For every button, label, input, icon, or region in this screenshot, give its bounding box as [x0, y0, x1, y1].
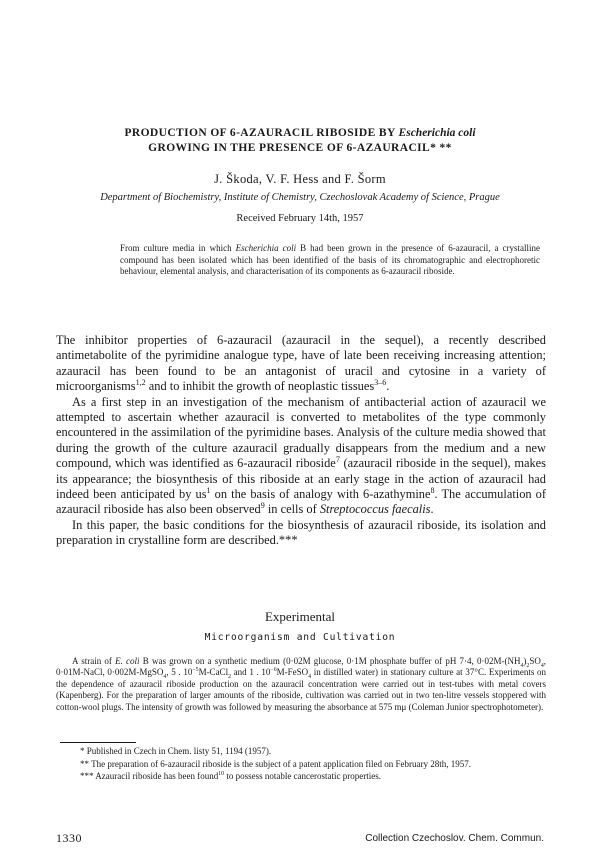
subsection-heading: Microorganism and Cultivation — [204, 632, 396, 643]
intro-p2-text-a: As a first step in an investigation of the mechanism of antibacterial action of azauracil we attempted to ascertain whether azauracil is converted to metabolites of the type commonly encountered in the assimilation of the pyrimidine bases. Analysis of the culture media showed that during the growth of the culture azauracil gradually disappears from the medium and a new compound, which was identified as 6-azauracil riboside — [56, 394, 546, 471]
intro-p1-text-b: and to inhibit the growth of neoplastic tissues — [145, 379, 375, 394]
citation: 1 — [206, 485, 211, 495]
superscript: −6 — [270, 667, 277, 674]
methods-text-j: in distilled water) in stationary culture at 37°C. Experiments on the dependence of azauracil riboside production on the azauracil concentration were carried out in test-tubes with metal covers (Kapenberg). For the preparation of larger amounts of the riboside, cultivation was carried out in two ten-litre vessels stoppered with cotton-wool plugs. The intensity of growth was followed by measuring the absorbance at 575 mμ (Coleman Junior spectrophotometer). — [56, 667, 547, 712]
intro-p2-organism: Streptococcus faecalis — [319, 502, 431, 517]
subscript: 4 — [540, 662, 544, 669]
footnote-3 — [56, 771, 546, 783]
intro-p1-text-c: . — [386, 379, 390, 394]
methods-text-c: ) — [523, 656, 527, 666]
footnote-3-text-b: to possess notable cancerostatic properties. — [224, 771, 382, 782]
methods-text-b: B was grown on a synthetic medium (0·02M glucose, 0·1M phosphate buffer of pH 7·4, 0·02M-(NH — [139, 656, 521, 666]
methods-text — [56, 656, 546, 713]
methods-paragraph — [56, 656, 546, 713]
methods-text-i: M-FeSO — [276, 667, 309, 678]
authors: J. Škoda, V. F. Hess and F. Šorm — [214, 172, 386, 186]
intro-p2-text-e: in cells of — [264, 502, 320, 517]
abstract-text-b: B had been grown in the presence of 6-azauracil, a crystalline compound has been isolated which has been identified of the basis of its chromatographic and electrophoretic behaviour, elemental analysis, and characterisation of its components as 6-azauracil riboside. — [120, 243, 541, 277]
journal-name: Collection Czechoslov. Chem. Commun. — [365, 833, 544, 844]
subscript: 4 — [520, 662, 524, 669]
intro-p2-text-c: on the basis of analogy with 6-azathymine — [210, 487, 431, 502]
intro-paragraph-1 — [56, 333, 546, 395]
title-line2: GROWING IN THE PRESENCE OF 6-AZAURACIL* ** — [148, 142, 452, 154]
section-heading: Experimental — [264, 609, 336, 624]
intro-paragraph-2 — [56, 395, 546, 518]
footnote-1: * Published in Czech in Chem. listy 51, 1194 (1957). — [80, 746, 272, 756]
methods-text-h: and 1 . 10 — [231, 667, 271, 678]
citation: 8 — [430, 485, 435, 495]
intro-paragraph-3: In this paper, the basic conditions for the biosynthesis of azauracil riboside, its isolation and preparation in crystalline form are described.*** — [56, 517, 546, 548]
intro-p1-text-a: The inhibitor properties of 6-azauracil (azauracil in the sequel), a recently described antimetabolite of the pyrimidine analogue type, have of late been receiving increasing attention; azauracil has been found to be an antagonist of uracil and cytosine in a variety of microorganisms — [56, 333, 546, 394]
footnote-divider — [60, 742, 136, 743]
citation: 9 — [260, 501, 265, 511]
subscript: 4 — [308, 674, 312, 681]
affiliation: Department of Biochemistry, Institute of Chemistry, Czechoslovak Academy of Science, Prague — [100, 192, 500, 203]
title-organism: Escherichia coli — [398, 127, 476, 139]
methods-text-g: M-CaCl — [198, 667, 229, 678]
page-number: 1330 — [56, 831, 82, 845]
citation: 3–6 — [374, 378, 387, 388]
received-date: Received February 14th, 1957 — [236, 213, 364, 224]
methods-text-d: SO — [529, 656, 541, 666]
methods-text-f: , 5 . 10 — [166, 667, 193, 678]
intro-p2-text-b: (azauracil riboside in the sequel), makes its appearance; the biosynthesis of this riboside at an early stage in the action of azauracil had indeed been anticipated by us — [56, 456, 546, 502]
superscript: −5 — [192, 667, 199, 674]
subscript: 2 — [526, 662, 530, 669]
citation: 7 — [335, 455, 340, 465]
citation: 10 — [218, 771, 225, 778]
methods-organism: E. coli — [115, 656, 140, 666]
introduction — [56, 333, 546, 549]
article-title — [60, 126, 540, 156]
footnote-2: ** The preparation of 6-azauracil riboside is the subject of a patent application filed on February 28th, 1957. — [80, 758, 471, 769]
subscript: 4 — [163, 674, 167, 681]
abstract-organism: Escherichia coli — [235, 243, 297, 253]
methods-text-e: , 0·01M-NaCl, 0·002M-MgSO — [56, 656, 546, 678]
title-line1: PRODUCTION OF 6-AZAURACIL RIBOSIDE BY — [124, 127, 396, 139]
footnote-3-text-a: *** Azauracil riboside has been found — [80, 771, 219, 782]
intro-p2-text-f: . — [430, 502, 434, 517]
intro-p2-text-d: . The accumulation of azauracil riboside has also been observed — [56, 487, 546, 517]
footnotes — [56, 746, 546, 784]
methods-text-a: A strain of — [72, 656, 116, 666]
citation: 1,2 — [135, 378, 146, 388]
subscript: 2 — [228, 674, 231, 681]
abstract — [120, 243, 540, 278]
abstract-text-a: From culture media in which — [120, 243, 236, 253]
